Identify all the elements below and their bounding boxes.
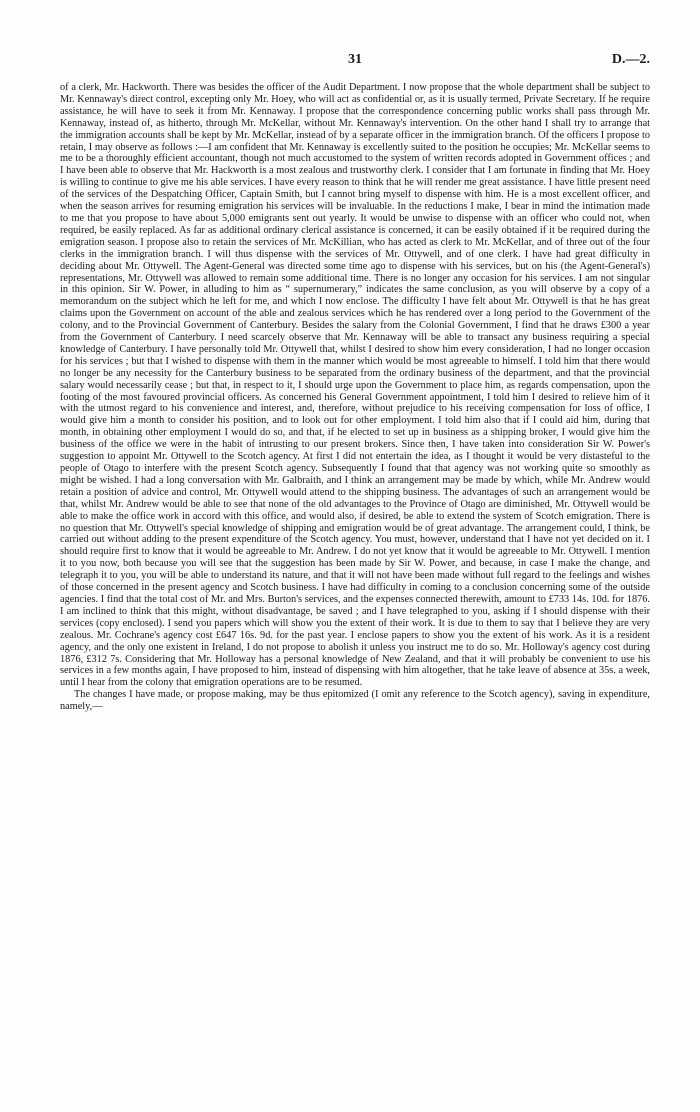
page-header (60, 52, 650, 72)
paragraph: The changes I have made, or propose making, may be thus epitomized (I omit any reference to the Scotch agency), saving in expenditure, namely,— (60, 689, 650, 713)
document-reference: D.—2. (611, 52, 650, 67)
paragraph: of a clerk, Mr. Hackworth. There was besides the officer of the Audit Department. I now propose that the whole department shall be subject to Mr. Kennaway's direct control, excepting only Mr. Hoey, who will act as confidential or, as it is usually termed, Private Secretary. If he require assistance, he will have to seek it from Mr. Kennaway. I propose that the correspondence concerning public works shall pass through Mr. Kennaway, instead of, as hitherto, through Mr. McKellar, without Mr. Kennaway's intervention. On the other hand I shall try to arrange that the immigration accounts shall be kept by Mr. McKellar, instead of by a separate officer in the immigration branch. Of the officers I propose to retain, I may observe as follows :—I am confident that Mr. Kennaway is excellently suited to the position he occupies; Mr. McKellar seems to me to be a thoroughly efficient accountant, though not much accustomed to the system of written records adopted in Government offices ; and I have been able to observe that Mr. Hackworth is a most zealous and trustworthy clerk. I consider that I am fortunate in finding that Mr. Hoey is willing to continue to give me his able services. I have every reason to think that he will render me great assistance. I have little present need of the services of the Despatching Officer, Captain Smith, but I cannot bring myself to dispense with him. He is a most excellent officer, and when the season arrives for resuming emigration his services will be invaluable. In the reductions I make, I bear in mind the intimation made to me that you propose to have about 5,000 emigrants sent out yearly. It would be unwise to dispense with an officer who could not, when required, be easily replaced. As far as additional ordinary clerical assistance is concerned, it can be easily obtained if it be required during the emigration season. I propose also to retain the services of Mr. McKillian, who has acted as clerk to Mr. McKellar, and of three out of the four clerks in the immigration branch. I will thus dispense with the services of Mr. Ottywell, and of one clerk. I have had great difficulty in deciding about Mr. Ottywell. The Agent-General was directed some time ago to dispense with his services, but on his (the Agent-General's) representations, Mr. Ottywell was allowed to remain some additional time. There is no longer any occasion for his services. I am not singular in this opinion. Sir W. Power, in alluding to him as “ supernumerary,” indicates the same conclusion, as you will observe by a copy of a memorandum on the subject which he left for me, and which I now enclose. The difficulty I have felt about Mr. Ottywell is that he has great claims upon the Government on account of the able and zealous services which he has rendered over a long period to the Government of the colony, and to the Provincial Government of Canterbury. Besides the salary from the Colonial Government, I find that he draws £300 a year from the Government of Canterbury. I need scarcely observe that Mr. Kennaway will be able to transact any business requiring a special knowledge of Canterbury. I have personally told Mr. Ottywell that, whilst I desired to show him every consideration, I had no longer occasion for his services ; but that I wished to dispense with them in the manner which would be most agreeable to himself. I told him that there would no longer be any necessity for the Canterbury business to be separated from the ordinary business of the department, and that the provincial salary would necessarily cease ; but that, in respect to it, I should urge upon the Government to place him, as regards compensation, upon the footing of the most favoured provincial officers. As concerned his General Government appointment, I told him I desired to relieve him of it with the utmost regard to his convenience and interest, and, therefore, without prejudice to his receiving compensation for loss of office, I would give him a month to consider his position, and to look out for other employment. I told him also that if I could aid him, during that month, in obtaining other employment I would do so, and that, if he elected to set up in business as a shipping broker, I would give him the business of the office we were in the habit of intrusting to our present brokers. Since then, I have taken into consideration Sir W. Power's suggestion to appoint Mr. Ottywell to the Scotch agency. At first I did not entertain the idea, as I thought it would be very distasteful to the people of Otago to interfere with the present Scotch agency. Subsequently I found that that agency was not working quite so smoothly as might be wished. I had a long conversation with Mr. Galbraith, and I think an arrangement may be made by which, while Mr. Andrew would retain a position of advice and control, Mr. Ottywell would attend to the shipping business. The advantages of such an arrangement would be that, whilst Mr. Andrew would be able to see that none of the old advantages to the Province of Otago are diminished, Mr. Ottywell would be able to make the office work in accord with this office, and would also, if desired, be able to extend the system of Scotch emigration. There is no question that Mr. Ottywell's special knowledge of shipping and emigration would be of great advantage. The arrangement could, I think, be carried out without adding to the present expenditure of the Scotch agency. You must, however, understand that I have not yet decided on it. I should require first to know that it would be agreeable to Mr. Andrew. I do not yet know that it would be agreeable to Mr. Ottywell. I mention it to you now, both because you will see that the suggestion has been made by Sir W. Power, and because, in case I make the change, and telegraph it to you, you will be able to understand its nature, and that it will not have been made without full regard to the feelings and wishes of those concerned in the present agency and Scotch business. I have had difficulty in coming to a conclusion concerning some of the outside agencies. I find that the total cost of Mr. and Mrs. Burton's services, and the expenses connected therewith, amount to £733 14s. 10d. for 1876. I am inclined to think that this might, without disadvantage, be saved ; and I have telegraphed to you, asking if I should dispense with their services (copy enclosed). I send you papers which will show you the extent of their work. It is due to them to say that I believe they are very zealous. Mr. Cochrane's agency cost £647 16s. 9d. for the past year. I enclose papers to show you the extent of his work. As it is a resident agency, and the only one existent in Ireland, I do not propose to abolish it unless you instruct me to do so. Mr. Holloway's agency cost during 1876, £312 7s. Considering that Mr. Holloway has a personal knowledge of New Zealand, and that it will probably be convenient to use his services in a few months again, I have proposed to him, instead of dispensing with him altogether, that he take leave of absence at 35s. a week, until I hear from the colony that emigration operations are to be resumed. (60, 82, 650, 689)
body-text (60, 82, 650, 713)
page-number: 31 (348, 52, 362, 67)
